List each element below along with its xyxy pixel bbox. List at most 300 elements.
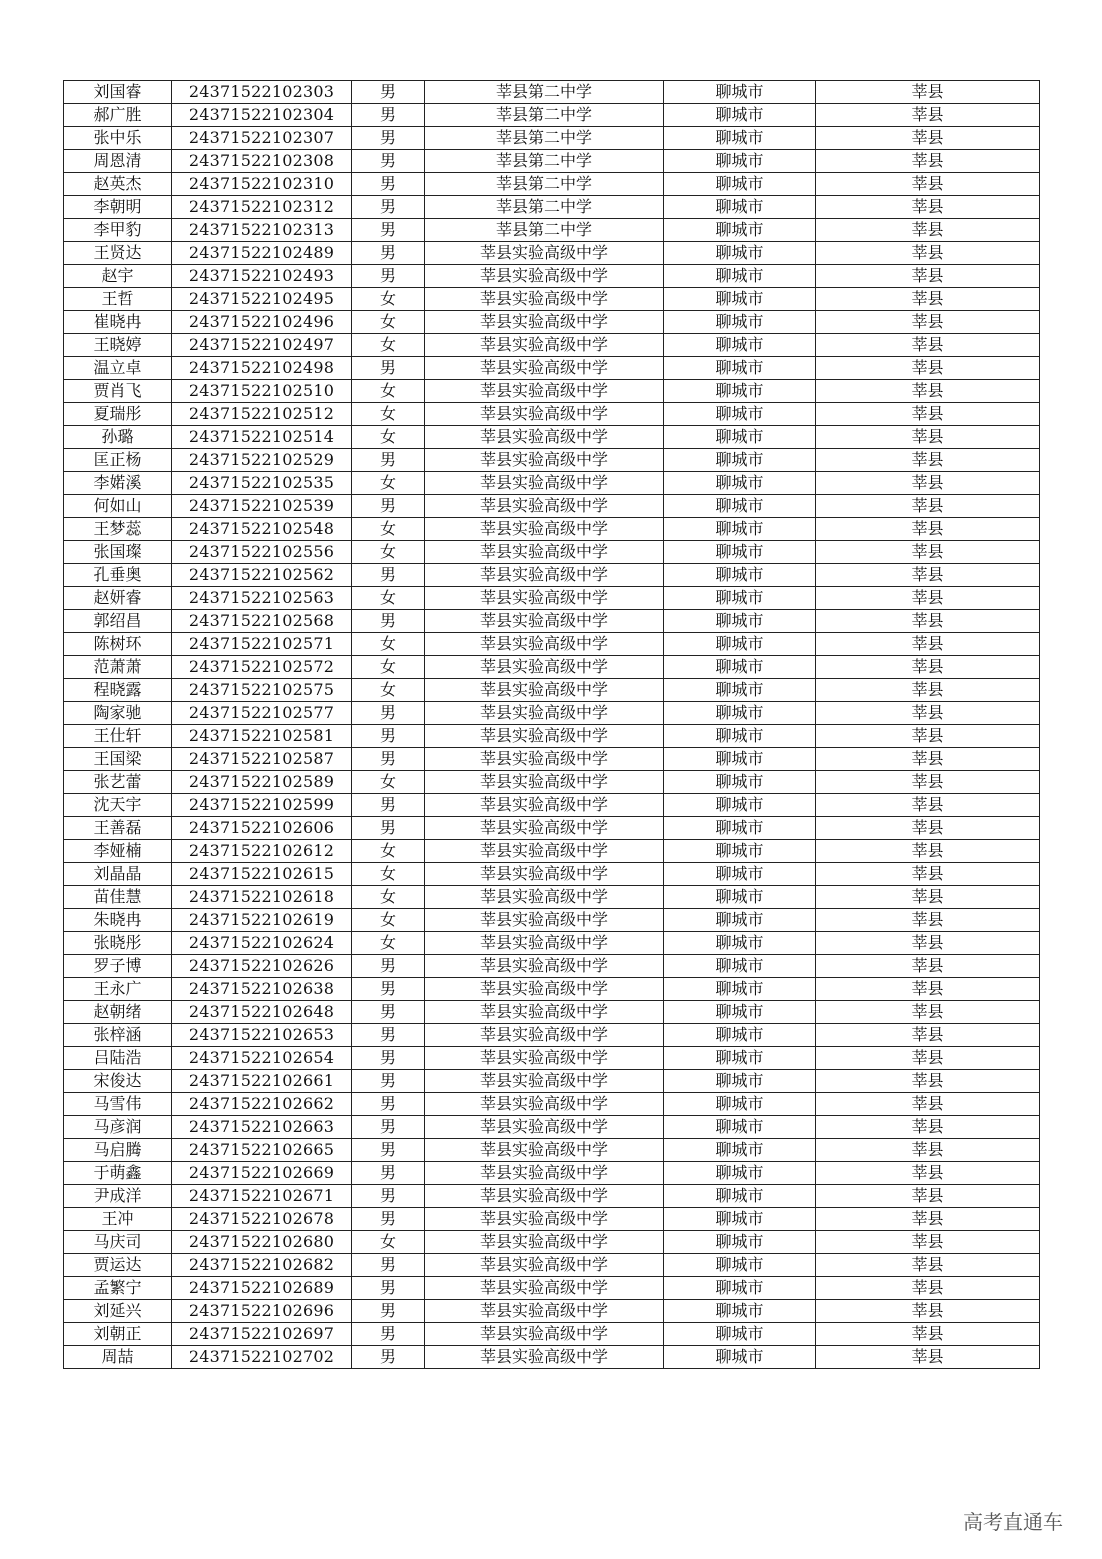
county-cell: 莘县 — [816, 610, 1040, 633]
gender-cell: 男 — [352, 173, 425, 196]
exam-number-cell: 24371522102619 — [172, 909, 352, 932]
city-cell: 聊城市 — [664, 380, 816, 403]
table-row — [64, 702, 1040, 725]
school-cell: 莘县实验高级中学 — [425, 288, 664, 311]
city-cell: 聊城市 — [664, 817, 816, 840]
exam-number-cell: 24371522102548 — [172, 518, 352, 541]
student-name-cell: 王哲 — [64, 288, 172, 311]
school-cell: 莘县实验高级中学 — [425, 656, 664, 679]
county-cell: 莘县 — [816, 587, 1040, 610]
table-row — [64, 334, 1040, 357]
student-name-cell: 于萌鑫 — [64, 1162, 172, 1185]
student-name-cell: 郝广胜 — [64, 104, 172, 127]
exam-number-cell: 24371522102556 — [172, 541, 352, 564]
table-row — [64, 104, 1040, 127]
county-cell: 莘县 — [816, 380, 1040, 403]
exam-number-cell: 24371522102514 — [172, 426, 352, 449]
county-cell: 莘县 — [816, 127, 1040, 150]
gender-cell: 男 — [352, 1093, 425, 1116]
student-name-cell: 程晓露 — [64, 679, 172, 702]
student-name-cell: 王善磊 — [64, 817, 172, 840]
school-cell: 莘县实验高级中学 — [425, 334, 664, 357]
gender-cell: 男 — [352, 357, 425, 380]
school-cell: 莘县实验高级中学 — [425, 380, 664, 403]
exam-number-cell: 24371522102587 — [172, 748, 352, 771]
gender-cell: 男 — [352, 817, 425, 840]
exam-number-cell: 24371522102510 — [172, 380, 352, 403]
city-cell: 聊城市 — [664, 702, 816, 725]
county-cell: 莘县 — [816, 1070, 1040, 1093]
student-name-cell: 孙璐 — [64, 426, 172, 449]
exam-number-cell: 24371522102572 — [172, 656, 352, 679]
city-cell: 聊城市 — [664, 81, 816, 104]
exam-number-cell: 24371522102304 — [172, 104, 352, 127]
table-row — [64, 771, 1040, 794]
county-cell: 莘县 — [816, 1277, 1040, 1300]
exam-number-cell: 24371522102615 — [172, 863, 352, 886]
exam-number-cell: 24371522102589 — [172, 771, 352, 794]
gender-cell: 男 — [352, 1300, 425, 1323]
exam-number-cell: 24371522102678 — [172, 1208, 352, 1231]
student-name-cell: 刘延兴 — [64, 1300, 172, 1323]
gender-cell: 男 — [352, 1070, 425, 1093]
table-row — [64, 978, 1040, 1001]
table-row — [64, 587, 1040, 610]
exam-number-cell: 24371522102307 — [172, 127, 352, 150]
school-cell: 莘县实验高级中学 — [425, 265, 664, 288]
exam-number-cell: 24371522102568 — [172, 610, 352, 633]
county-cell: 莘县 — [816, 1047, 1040, 1070]
table-row — [64, 1208, 1040, 1231]
student-name-cell: 周喆 — [64, 1346, 172, 1369]
exam-number-cell: 24371522102682 — [172, 1254, 352, 1277]
gender-cell: 男 — [352, 1001, 425, 1024]
county-cell: 莘县 — [816, 656, 1040, 679]
gender-cell: 女 — [352, 288, 425, 311]
city-cell: 聊城市 — [664, 1162, 816, 1185]
student-name-cell: 赵朝绪 — [64, 1001, 172, 1024]
school-cell: 莘县实验高级中学 — [425, 1208, 664, 1231]
gender-cell: 女 — [352, 426, 425, 449]
city-cell: 聊城市 — [664, 173, 816, 196]
county-cell: 莘县 — [816, 1024, 1040, 1047]
city-cell: 聊城市 — [664, 495, 816, 518]
county-cell: 莘县 — [816, 633, 1040, 656]
gender-cell: 男 — [352, 495, 425, 518]
student-name-cell: 宋俊达 — [64, 1070, 172, 1093]
table-row — [64, 1162, 1040, 1185]
gender-cell: 男 — [352, 955, 425, 978]
gender-cell: 男 — [352, 1024, 425, 1047]
student-name-cell: 贾肖飞 — [64, 380, 172, 403]
school-cell: 莘县实验高级中学 — [425, 1162, 664, 1185]
city-cell: 聊城市 — [664, 1001, 816, 1024]
city-cell: 聊城市 — [664, 334, 816, 357]
student-name-cell: 尹成洋 — [64, 1185, 172, 1208]
gender-cell: 男 — [352, 127, 425, 150]
student-name-cell: 王永广 — [64, 978, 172, 1001]
student-name-cell: 崔晓冉 — [64, 311, 172, 334]
student-name-cell: 陈树环 — [64, 633, 172, 656]
gender-cell: 女 — [352, 518, 425, 541]
city-cell: 聊城市 — [664, 679, 816, 702]
gender-cell: 女 — [352, 771, 425, 794]
table-row — [64, 380, 1040, 403]
student-name-cell: 王国梁 — [64, 748, 172, 771]
gender-cell: 女 — [352, 932, 425, 955]
county-cell: 莘县 — [816, 955, 1040, 978]
table-row — [64, 955, 1040, 978]
gender-cell: 女 — [352, 472, 425, 495]
school-cell: 莘县实验高级中学 — [425, 564, 664, 587]
school-cell: 莘县实验高级中学 — [425, 633, 664, 656]
school-cell: 莘县第二中学 — [425, 81, 664, 104]
table-row — [64, 1070, 1040, 1093]
city-cell: 聊城市 — [664, 1116, 816, 1139]
exam-number-cell: 24371522102697 — [172, 1323, 352, 1346]
table-row — [64, 748, 1040, 771]
school-cell: 莘县实验高级中学 — [425, 1300, 664, 1323]
exam-number-cell: 24371522102612 — [172, 840, 352, 863]
exam-number-cell: 24371522102539 — [172, 495, 352, 518]
school-cell: 莘县实验高级中学 — [425, 541, 664, 564]
student-name-cell: 罗子博 — [64, 955, 172, 978]
city-cell: 聊城市 — [664, 610, 816, 633]
table-row — [64, 288, 1040, 311]
roster-table — [63, 80, 1040, 1369]
school-cell: 莘县实验高级中学 — [425, 840, 664, 863]
table-row — [64, 1185, 1040, 1208]
table-row — [64, 886, 1040, 909]
gender-cell: 男 — [352, 265, 425, 288]
school-cell: 莘县实验高级中学 — [425, 771, 664, 794]
county-cell: 莘县 — [816, 932, 1040, 955]
city-cell: 聊城市 — [664, 932, 816, 955]
school-cell: 莘县实验高级中学 — [425, 1346, 664, 1369]
gender-cell: 女 — [352, 403, 425, 426]
city-cell: 聊城市 — [664, 518, 816, 541]
city-cell: 聊城市 — [664, 725, 816, 748]
exam-number-cell: 24371522102689 — [172, 1277, 352, 1300]
table-row — [64, 679, 1040, 702]
school-cell: 莘县实验高级中学 — [425, 311, 664, 334]
table-row — [64, 1139, 1040, 1162]
exam-number-cell: 24371522102654 — [172, 1047, 352, 1070]
exam-number-cell: 24371522102702 — [172, 1346, 352, 1369]
city-cell: 聊城市 — [664, 1346, 816, 1369]
table-row — [64, 1024, 1040, 1047]
student-name-cell: 张晓彤 — [64, 932, 172, 955]
county-cell: 莘县 — [816, 81, 1040, 104]
city-cell: 聊城市 — [664, 863, 816, 886]
county-cell: 莘县 — [816, 817, 1040, 840]
city-cell: 聊城市 — [664, 196, 816, 219]
gender-cell: 男 — [352, 242, 425, 265]
table-row — [64, 242, 1040, 265]
county-cell: 莘县 — [816, 886, 1040, 909]
exam-number-cell: 24371522102303 — [172, 81, 352, 104]
student-name-cell: 李甲豹 — [64, 219, 172, 242]
table-row — [64, 863, 1040, 886]
gender-cell: 男 — [352, 794, 425, 817]
county-cell: 莘县 — [816, 1093, 1040, 1116]
city-cell: 聊城市 — [664, 955, 816, 978]
city-cell: 聊城市 — [664, 242, 816, 265]
school-cell: 莘县实验高级中学 — [425, 472, 664, 495]
gender-cell: 男 — [352, 1323, 425, 1346]
gender-cell: 女 — [352, 380, 425, 403]
school-cell: 莘县实验高级中学 — [425, 1070, 664, 1093]
table-row — [64, 1001, 1040, 1024]
table-row — [64, 564, 1040, 587]
gender-cell: 男 — [352, 219, 425, 242]
student-name-cell: 马启腾 — [64, 1139, 172, 1162]
exam-number-cell: 24371522102562 — [172, 564, 352, 587]
school-cell: 莘县实验高级中学 — [425, 1185, 664, 1208]
student-name-cell: 李娅楠 — [64, 840, 172, 863]
exam-number-cell: 24371522102661 — [172, 1070, 352, 1093]
gender-cell: 男 — [352, 748, 425, 771]
table-row — [64, 518, 1040, 541]
city-cell: 聊城市 — [664, 449, 816, 472]
student-name-cell: 赵宇 — [64, 265, 172, 288]
student-name-cell: 马彦润 — [64, 1116, 172, 1139]
school-cell: 莘县实验高级中学 — [425, 1254, 664, 1277]
school-cell: 莘县实验高级中学 — [425, 748, 664, 771]
city-cell: 聊城市 — [664, 587, 816, 610]
county-cell: 莘县 — [816, 541, 1040, 564]
exam-number-cell: 24371522102529 — [172, 449, 352, 472]
exam-number-cell: 24371522102581 — [172, 725, 352, 748]
city-cell: 聊城市 — [664, 1231, 816, 1254]
city-cell: 聊城市 — [664, 886, 816, 909]
table-row — [64, 449, 1040, 472]
gender-cell: 男 — [352, 104, 425, 127]
county-cell: 莘县 — [816, 702, 1040, 725]
city-cell: 聊城市 — [664, 1277, 816, 1300]
school-cell: 莘县实验高级中学 — [425, 610, 664, 633]
school-cell: 莘县实验高级中学 — [425, 449, 664, 472]
county-cell: 莘县 — [816, 725, 1040, 748]
gender-cell: 男 — [352, 1139, 425, 1162]
gender-cell: 男 — [352, 1277, 425, 1300]
school-cell: 莘县实验高级中学 — [425, 932, 664, 955]
student-name-cell: 刘朝正 — [64, 1323, 172, 1346]
exam-number-cell: 24371522102606 — [172, 817, 352, 840]
gender-cell: 男 — [352, 150, 425, 173]
county-cell: 莘县 — [816, 334, 1040, 357]
student-name-cell: 王贤达 — [64, 242, 172, 265]
exam-number-cell: 24371522102313 — [172, 219, 352, 242]
school-cell: 莘县实验高级中学 — [425, 725, 664, 748]
table-row — [64, 1231, 1040, 1254]
school-cell: 莘县第二中学 — [425, 127, 664, 150]
student-name-cell: 马庆司 — [64, 1231, 172, 1254]
table-row — [64, 150, 1040, 173]
table-row — [64, 817, 1040, 840]
county-cell: 莘县 — [816, 472, 1040, 495]
exam-number-cell: 24371522102495 — [172, 288, 352, 311]
exam-number-cell: 24371522102577 — [172, 702, 352, 725]
table-row — [64, 656, 1040, 679]
gender-cell: 男 — [352, 978, 425, 1001]
student-name-cell: 陶家驰 — [64, 702, 172, 725]
gender-cell: 男 — [352, 610, 425, 633]
city-cell: 聊城市 — [664, 1208, 816, 1231]
table-row — [64, 1093, 1040, 1116]
school-cell: 莘县实验高级中学 — [425, 495, 664, 518]
city-cell: 聊城市 — [664, 909, 816, 932]
table-row — [64, 610, 1040, 633]
county-cell: 莘县 — [816, 978, 1040, 1001]
city-cell: 聊城市 — [664, 219, 816, 242]
student-name-cell: 温立卓 — [64, 357, 172, 380]
county-cell: 莘县 — [816, 1254, 1040, 1277]
student-name-cell: 王冲 — [64, 1208, 172, 1231]
county-cell: 莘县 — [816, 495, 1040, 518]
table-row — [64, 311, 1040, 334]
exam-number-cell: 24371522102669 — [172, 1162, 352, 1185]
table-row — [64, 219, 1040, 242]
exam-number-cell: 24371522102308 — [172, 150, 352, 173]
school-cell: 莘县第二中学 — [425, 173, 664, 196]
school-cell: 莘县实验高级中学 — [425, 242, 664, 265]
table-row — [64, 1323, 1040, 1346]
county-cell: 莘县 — [816, 104, 1040, 127]
exam-number-cell: 24371522102497 — [172, 334, 352, 357]
student-name-cell: 沈天宇 — [64, 794, 172, 817]
student-name-cell: 贾运达 — [64, 1254, 172, 1277]
gender-cell: 男 — [352, 1047, 425, 1070]
school-cell: 莘县实验高级中学 — [425, 357, 664, 380]
gender-cell: 男 — [352, 1208, 425, 1231]
exam-number-cell: 24371522102662 — [172, 1093, 352, 1116]
school-cell: 莘县实验高级中学 — [425, 702, 664, 725]
gender-cell: 男 — [352, 449, 425, 472]
student-name-cell: 王晓婷 — [64, 334, 172, 357]
school-cell: 莘县实验高级中学 — [425, 1024, 664, 1047]
table-row — [64, 472, 1040, 495]
city-cell: 聊城市 — [664, 1093, 816, 1116]
exam-number-cell: 24371522102653 — [172, 1024, 352, 1047]
city-cell: 聊城市 — [664, 472, 816, 495]
county-cell: 莘县 — [816, 863, 1040, 886]
county-cell: 莘县 — [816, 1300, 1040, 1323]
gender-cell: 男 — [352, 725, 425, 748]
gender-cell: 男 — [352, 564, 425, 587]
county-cell: 莘县 — [816, 1162, 1040, 1185]
county-cell: 莘县 — [816, 173, 1040, 196]
city-cell: 聊城市 — [664, 357, 816, 380]
city-cell: 聊城市 — [664, 541, 816, 564]
school-cell: 莘县实验高级中学 — [425, 886, 664, 909]
exam-number-cell: 24371522102575 — [172, 679, 352, 702]
student-name-cell: 王仕轩 — [64, 725, 172, 748]
gender-cell: 男 — [352, 1116, 425, 1139]
student-name-cell: 赵妍睿 — [64, 587, 172, 610]
exam-number-cell: 24371522102638 — [172, 978, 352, 1001]
exam-number-cell: 24371522102312 — [172, 196, 352, 219]
gender-cell: 女 — [352, 840, 425, 863]
exam-number-cell: 24371522102496 — [172, 311, 352, 334]
table-row — [64, 1300, 1040, 1323]
table-row — [64, 633, 1040, 656]
school-cell: 莘县实验高级中学 — [425, 1047, 664, 1070]
gender-cell: 男 — [352, 1185, 425, 1208]
county-cell: 莘县 — [816, 1231, 1040, 1254]
table-row — [64, 1254, 1040, 1277]
table-row — [64, 1116, 1040, 1139]
county-cell: 莘县 — [816, 518, 1040, 541]
county-cell: 莘县 — [816, 311, 1040, 334]
exam-number-cell: 24371522102599 — [172, 794, 352, 817]
gender-cell: 男 — [352, 702, 425, 725]
county-cell: 莘县 — [816, 150, 1040, 173]
city-cell: 聊城市 — [664, 1047, 816, 1070]
county-cell: 莘县 — [816, 449, 1040, 472]
city-cell: 聊城市 — [664, 403, 816, 426]
exam-number-cell: 24371522102663 — [172, 1116, 352, 1139]
exam-number-cell: 24371522102571 — [172, 633, 352, 656]
city-cell: 聊城市 — [664, 840, 816, 863]
school-cell: 莘县实验高级中学 — [425, 1116, 664, 1139]
table-row — [64, 1277, 1040, 1300]
student-name-cell: 朱晓冉 — [64, 909, 172, 932]
student-name-cell: 张梓涵 — [64, 1024, 172, 1047]
student-name-cell: 张中乐 — [64, 127, 172, 150]
student-name-cell: 李婼溪 — [64, 472, 172, 495]
table-row — [64, 173, 1040, 196]
school-cell: 莘县实验高级中学 — [425, 679, 664, 702]
student-name-cell: 孟繁宁 — [64, 1277, 172, 1300]
roster-body — [64, 81, 1040, 1369]
county-cell: 莘县 — [816, 1185, 1040, 1208]
city-cell: 聊城市 — [664, 748, 816, 771]
school-cell: 莘县实验高级中学 — [425, 518, 664, 541]
gender-cell: 女 — [352, 863, 425, 886]
school-cell: 莘县实验高级中学 — [425, 863, 664, 886]
school-cell: 莘县第二中学 — [425, 219, 664, 242]
gender-cell: 男 — [352, 81, 425, 104]
city-cell: 聊城市 — [664, 1139, 816, 1162]
county-cell: 莘县 — [816, 403, 1040, 426]
county-cell: 莘县 — [816, 1323, 1040, 1346]
city-cell: 聊城市 — [664, 1024, 816, 1047]
table-row — [64, 495, 1040, 518]
school-cell: 莘县实验高级中学 — [425, 403, 664, 426]
student-name-cell: 范萧萧 — [64, 656, 172, 679]
school-cell: 莘县实验高级中学 — [425, 1323, 664, 1346]
city-cell: 聊城市 — [664, 104, 816, 127]
county-cell: 莘县 — [816, 771, 1040, 794]
table-row — [64, 81, 1040, 104]
student-name-cell: 赵英杰 — [64, 173, 172, 196]
student-name-cell: 夏瑞彤 — [64, 403, 172, 426]
exam-number-cell: 24371522102680 — [172, 1231, 352, 1254]
exam-number-cell: 24371522102535 — [172, 472, 352, 495]
student-name-cell: 吕陆浩 — [64, 1047, 172, 1070]
county-cell: 莘县 — [816, 748, 1040, 771]
school-cell: 莘县实验高级中学 — [425, 978, 664, 1001]
gender-cell: 男 — [352, 1254, 425, 1277]
gender-cell: 女 — [352, 541, 425, 564]
exam-number-cell: 24371522102493 — [172, 265, 352, 288]
gender-cell: 女 — [352, 1231, 425, 1254]
exam-number-cell: 24371522102671 — [172, 1185, 352, 1208]
table-row — [64, 840, 1040, 863]
gender-cell: 女 — [352, 311, 425, 334]
county-cell: 莘县 — [816, 265, 1040, 288]
